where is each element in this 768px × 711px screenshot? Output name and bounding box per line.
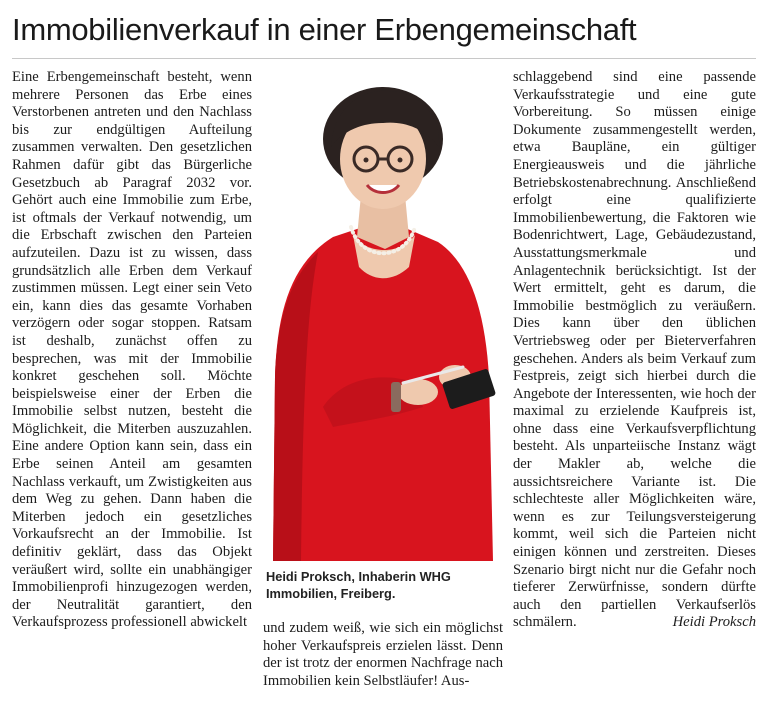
headline-divider	[12, 58, 756, 59]
article-column-1: Eine Erbengemeinschaft besteht, wenn mehrere Personen das Erbe eines Verstorbenen antreten und den Nachlass bis zur endgültigen Aufteilung zusammen verwalten. Den gesetzlichen Rahmen dafür gibt das Bürgerliche Gesetzbuch ab Paragraf 2032 vor. Gehört auch eine Immobilie zum Erbe, ist oftmals der Verkauf notwendig, um die Erbschaft zwischen den Parteien aufzuteilen. Dazu ist zu wissen, dass grundsätzlich alle Erben dem Verkauf zustimmen müssen. Legt einer sein Veto ein, kann dies das gesamte Vorhaben verzögern oder sogar stoppen. Ratsam ist deshalb, zunächst offen zu besprechen, was mit der Immobilie konkret geschehen soll. Möchte beispielsweise einer der Erben die Immobilie selbst nutzen, besteht die Möglichkeit, die Miterben auszuzahlen. Eine andere Option kann sein, dass ein Erbe seinen Anteil am gesamten Nachlass verkauft, um Zwistigkeiten aus dem Weg zu gehen. Dann haben die Miterben jedoch ein gesetzliches Vorkaufsrecht an der Immobilie. Ist definitiv geklärt, dass das Objekt veräußert wird, sollte ein unabhängiger Immobilienprofi hinzugezogen werden, der Neutralität garantiert, den Verkaufsprozess professionell abwickelt	[12, 69, 252, 631]
article-headline: Immobilienverkauf in einer Erbengemeinschaft	[12, 12, 637, 47]
article-column-3	[513, 69, 756, 632]
author-photo	[263, 77, 503, 561]
photo-caption: Heidi Proksch, Inhaberin WHG Immobilien, Freiberg.	[266, 569, 451, 601]
author-byline: Heidi Proksch	[672, 614, 756, 631]
article-column-3-text: schlaggebend sind eine passende Verkaufsstrategie und eine gute Vorbereitung. So müssen einige Dokumente zusammengestellt werden, etwa Baupläne, ein gültiger Energieausweis und die jährliche Betriebskostenabrechnung. Anschließend erfolgt eine qualifizierte Immobilienbewertung, die Faktoren wie Bodenrichtwert, Lage, Gebäudezustand, Ausstattungsmerkmale und Anlagentechnik berücksichtigt. Ist der Wert ermittelt, geht es darum, die Immobilie bestmöglich zu veräußern. Dies kann über den üblichen Vertriebsweg oder per Bieterverfahren geschehen. Anders als beim Verkauf zum Festpreis, zeigt sich hierbei durch die Angebote der Interessenten, wie hoch der maximal zu erzielende Kaufpreis ist, ohne dass eine Verkaufsverpflichtung besteht. Als unparteiische Instanz wägt der Makler ab, welche die aussichtsreichere Variante ist. Die schlechteste aller Möglichkeiten wäre, wenn es zur Teilungsversteigerung kommt, weil sich die Parteien nicht einigen können und zerstreiten. Dieses Szenario birgt nicht nur die Gefahr noch tieferer Zerwürfnisse, sondern dürfte auch den partiellen Verkaufserlös schmälern.	[513, 69, 756, 631]
portrait-illustration	[263, 77, 503, 561]
article-column-2: und zudem weiß, wie sich ein möglichst hoher Verkaufspreis erzielen lässt. Denn der ist trotz der enormen Nachfrage nach Immobilien kein Selbstläufer! Aus-	[263, 620, 503, 689]
